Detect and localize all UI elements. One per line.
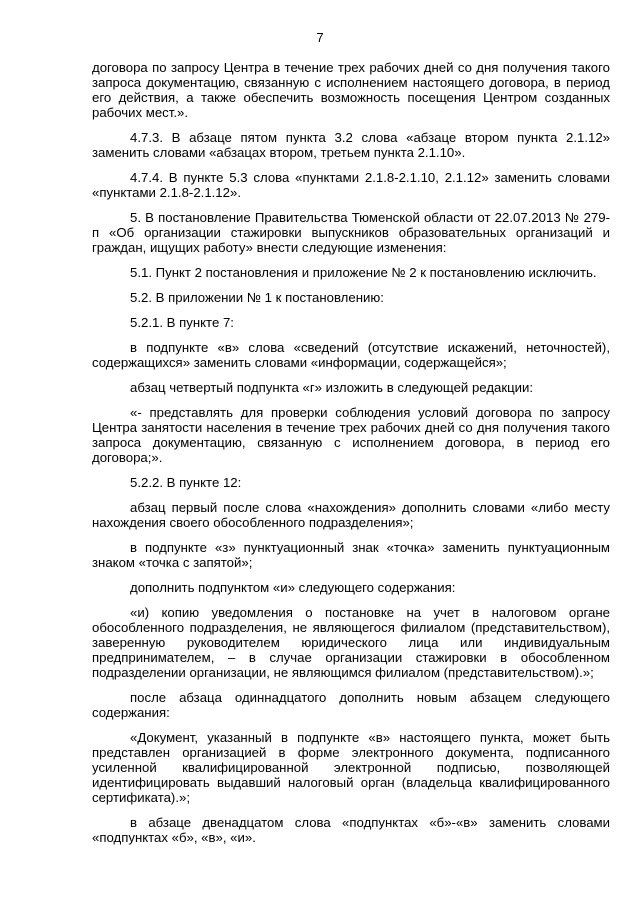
paragraph: после абзаца одиннадцатого дополнить новым абзацем следующего содержания: — [92, 690, 610, 720]
paragraph: в абзаце двенадцатом слова «подпунктах «б»-«в» заменить словами «подпунктах «б», «в», «и». — [92, 815, 610, 845]
paragraph: 5.2. В приложении № 1 к постановлению: — [130, 290, 384, 305]
paragraph: дополнить подпунктом «и» следующего содержания: — [130, 580, 456, 595]
paragraph: «- представлять для проверки соблюдения условий договора по запросу Центра занятости населения в течение трех рабочих дней со дня получения такого запроса документацию, связанную с исполнением договора, в период его договора;». — [92, 405, 610, 465]
paragraph: в подпункте «в» слова «сведений (отсутствие искажений, неточностей), содержащихся» заменить словами «информации, содержащейся»; — [92, 340, 610, 370]
paragraph: 5.1. Пункт 2 постановления и приложение № 2 к постановлению исключить. — [130, 265, 597, 280]
paragraph: 5.2.1. В пункте 7: — [130, 315, 234, 330]
paragraph: 4.7.3. В абзаце пятом пункта 3.2 слова «абзаце втором пункта 2.1.12» заменить словами «абзацах втором, третьем пункта 2.1.10». — [92, 130, 610, 160]
paragraph: абзац первый после слова «нахождения» дополнить словами «либо месту нахождения своего обособленного подразделения»; — [92, 500, 610, 530]
paragraph: 5.2.2. В пункте 12: — [130, 475, 242, 490]
document-body — [92, 60, 610, 855]
paragraph: абзац четвертый подпункта «г» изложить в следующей редакции: — [130, 380, 534, 395]
paragraph: в подпункте «з» пунктуационный знак «точка» заменить пунктуационным знаком «точка с запятой»; — [92, 540, 610, 570]
paragraph: договора по запросу Центра в течение трех рабочих дней со дня получения такого запроса документацию, связанную с исполнением настоящего договора, в период его действия, а также обеспечить возможность посещения Центром созданных рабочих мест.». — [92, 60, 610, 120]
paragraph: «и) копию уведомления о постановке на учет в налоговом органе обособленного подразделения, не являющегося филиалом (представительством), заверенную руководителем юридического лица или индивидуальным предпринимателем, – в случае организации стажировки в обособленном подразделении организации, не являющимся филиалом (представительством).»; — [92, 605, 610, 680]
paragraph: 4.7.4. В пункте 5.3 слова «пунктами 2.1.8-2.1.10, 2.1.12» заменить словами «пунктами 2.1.8-2.1.12». — [92, 170, 610, 200]
page-number: 7 — [316, 30, 324, 45]
paragraph: «Документ, указанный в подпункте «в» настоящего пункта, может быть представлен организацией в форме электронного документа, подписанного усиленной квалифицированной электронной подписью, позволяющей идентифицировать выдавший налоговый орган (владельца квалифицированного сертификата).»; — [92, 730, 610, 805]
paragraph: 5. В постановление Правительства Тюменской области от 22.07.2013 № 279-п «Об организации стажировки выпускников образовательных организаций и граждан, ищущих работу» внести следующие изменения: — [92, 210, 610, 255]
